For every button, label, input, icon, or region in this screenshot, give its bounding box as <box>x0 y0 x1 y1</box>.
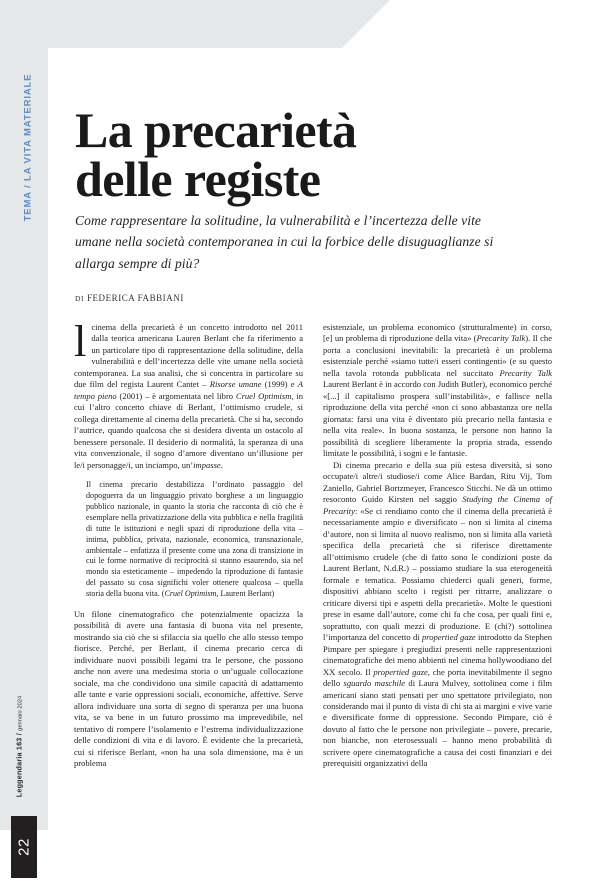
para-text: Di cinema precario e della sua più estesa diversità, si sono occupate/i altre/i studiose/i come Alice Bardan, Ritu Vij, Tom Zaniello, Gabriel Bortzmeyer, Francesco Sticchi. Ne dà un ottimo resoconto Guido Kirsten nel saggio <box>323 459 552 505</box>
byline-prefix: DI <box>75 294 85 303</box>
folio-block <box>11 816 37 878</box>
para-italic: propertied gaze <box>373 666 428 677</box>
quote-text: Il cinema precario destabilizza l’ordinato passaggio del dopoguerra da un linguaggio privato borghese a un linguaggio pubblico nazionale, in quanto la storia che racconta di ciò che è esemplare nella privatizzazione della vita pubblica e nella fragilità di tutte le istituzioni e negli spazi di riproduzione della vita – intima, pubblica, privata, nazionale, economica, transnazionale, ambientale – enfatizza il presente come una zona di transizione in cui le forme normative di reciprocità si stanno esaurendo, sia nel mondo sia esteticamente – impedendo la riproduzione di fantasie del passato su cosa significhi voler ottenere qualcosa – quella storia della buona vita. ( <box>86 480 303 599</box>
headline-line-2: delle registe <box>75 151 321 207</box>
para-text: Laurent Berlant è in accordo con Judith Butler), economico perché «[...] il capitalismo prospera sull’instabilità», e fallisce nella riproduzione della vita perché «non ci sono abbastanza ore nella giornata: farsi una vita è diventato più precario nella fantasia e nella vita reale». In buona sostanza, le persone non hanno la possibilità di scegliere liberamente la propria strada, essendo limitate le possibilità, i sogni e le fantasie. <box>323 379 552 459</box>
issue-separator: / <box>14 730 24 738</box>
para-italic: Cruel Optimism <box>235 390 292 401</box>
para-text: esistenziale, un problema economico (strutturalmente) in corso, [e] un problema di riproduzione della vita» ( <box>323 322 552 344</box>
page-number: 22 <box>15 838 33 856</box>
body-column-right <box>323 322 552 867</box>
para-text: : «Se ci rendiamo conto che il cinema della precarietà è necessariamente ampio e diversificato – non si limita al cinema d’autore, non si limita al nuovo realismo, non si limita alla varietà specifica della precarietà che si riferisce direttamente all’ottimismo crudele (che di fatto sono le condizioni poste da Laurent Berlant, N.d.R.) – possiamo studiare la sua eterogeneità formale e tematica. Possiamo chiederci quali generi, forme, dispositivi abbiano scelto i registi per ritrarre, analizzare o criticare diversi tipi e aspetti della precarietà». Molte le questioni prese in esame dall’autore, come chi fa che cosa, per quali fini e, soprattutto, con quali mezzi di produzione. E (chi?) sottolinea l’importanza del concetto di <box>323 505 552 643</box>
para-italic: impasse <box>193 459 221 470</box>
paragraph <box>323 322 552 460</box>
para-italic: Precarity Talk <box>499 367 552 378</box>
issue-name: Leggendaria 163 <box>14 737 24 798</box>
para-italic: propertied gaze <box>421 632 476 643</box>
page-title <box>75 101 545 207</box>
para-italic: Risorse umane <box>209 379 262 390</box>
section-rubric: TEMA / LA VITA MATERIALE <box>22 73 34 222</box>
para-text: . <box>220 459 223 470</box>
para-text: (1999) e <box>261 379 298 390</box>
para-text: (2001) – è argomentata nel libro <box>116 390 236 401</box>
body-column-left <box>74 316 303 867</box>
article-body <box>74 316 552 867</box>
block-quote <box>74 480 303 600</box>
standfirst: Come rappresentare la solitudine, la vulnerabilità e l’incertezza delle vite umane nella società contemporanea in cui la forbice delle disuguaglianze si allarga sempre di più? <box>75 213 494 271</box>
para-text: lcinema della precarietà è un concetto introdotto nel 2011 dalla teorica americana Lauren Berlant che fa riferimento a un particolare tipo di rappresentazione della solitudine, della vulnerabilità e dell’incertezza delle vite umane nella società contemporanea. La sua analisi, che si concentra in particolare su due film del regista Laurent Cantet – <box>74 316 303 390</box>
quote-italic: Cruel Optimism <box>164 589 217 599</box>
paragraph <box>323 460 552 770</box>
headline-line-1: La precarietà <box>75 101 357 158</box>
para-text: , che porta inevitabilmente il segno dello <box>323 666 552 689</box>
para-italic: sguardo maschile <box>343 678 406 689</box>
paragraph: Un filone cinematografico che potenzialmente opacizza la possibilità di avere una fantasia di buona vita nel presente, mostrando sia ciò che si sfilaccia sia quello che allo stesso tempo fiorisce. Perché, per Berlant, il cinema precario cerca di individuare nuovi possibili legami tra le persone, che possono anche non avere una medesima storia o un’uguale collocazione sociale, ma che condividono una simile capacità di adattamento alle tante e varie oppressioni sociali, economiche, affettive. Serve allora individuare una sorta di segno di speranza per una buona vita, se va bene in un futuro prossimo ma imprevedibile, nel tentativo di rompere l’isolamento e l’estrema individualizzazione delle condizioni di vita e di lavoro. È evidente che la precarietà, cui si riferisce Berlant, «non ha una sola dimensione, ma è un problema <box>74 608 303 769</box>
byline <box>75 293 184 303</box>
para-text: , in cui l’altro concetto chiave di Berlant, l’ottimismo crudele, si collega direttamente al cinema della precarietà. Che si ha, secondo l’autrice, quando qualcosa che si desidera diventa un ostacolo al benessere personale. Il desiderio di normalità, la speranza di una vita convenzionale, il sogno d’amore diventano un’illusione per le/i personagge/i, un inciampo, un’ <box>74 390 303 470</box>
byline-author: FEDERICA FABBIANI <box>86 293 184 303</box>
issue-footer-line <box>15 672 24 822</box>
para-text: ). Il che porta a conclusioni inevitabili: la precarietà è un problema esistenziale perché «siamo tutte/i esseri contingenti» (e su questo nella tavola rotonda pubblicata nel succitato <box>323 333 552 378</box>
para-text: di Laura Mulvey, sottolinea come i film americani siano stati pensati per uno spettatore privilegiato, non considerando mai il punto di vista di chi sta ai margini e vive varie e diversificate forme di oppressione. Secondo Pimpare, ciò è dovuto al fatto che le persone non privilegiate – povere, precarie, non bianche, non eterosessuali – hanno meno probabilità di scrivere opere cinematografiche a causa dei costi finanziari e dei prerequisiti organizzativi della <box>323 678 552 769</box>
quote-paragraph <box>86 480 303 600</box>
issue-date: gennaio 2024 <box>17 695 24 731</box>
top-diagonal-band <box>0 0 390 48</box>
para-italic: Studying the Cinema of Precarity <box>323 494 552 516</box>
quote-source: , Laurent Berlant) <box>216 589 275 599</box>
paragraph <box>74 316 303 471</box>
para-text: introdotto da Stephen Pimpare per spiegare i pregiudizi presenti nelle rappresentazioni cinematografiche dei meno abbienti nel cinema hollywoodiano del XX secolo. Il <box>323 632 552 677</box>
para-italic: Precarity Talk <box>476 333 526 344</box>
para-italic: A tempo pieno <box>74 379 303 401</box>
